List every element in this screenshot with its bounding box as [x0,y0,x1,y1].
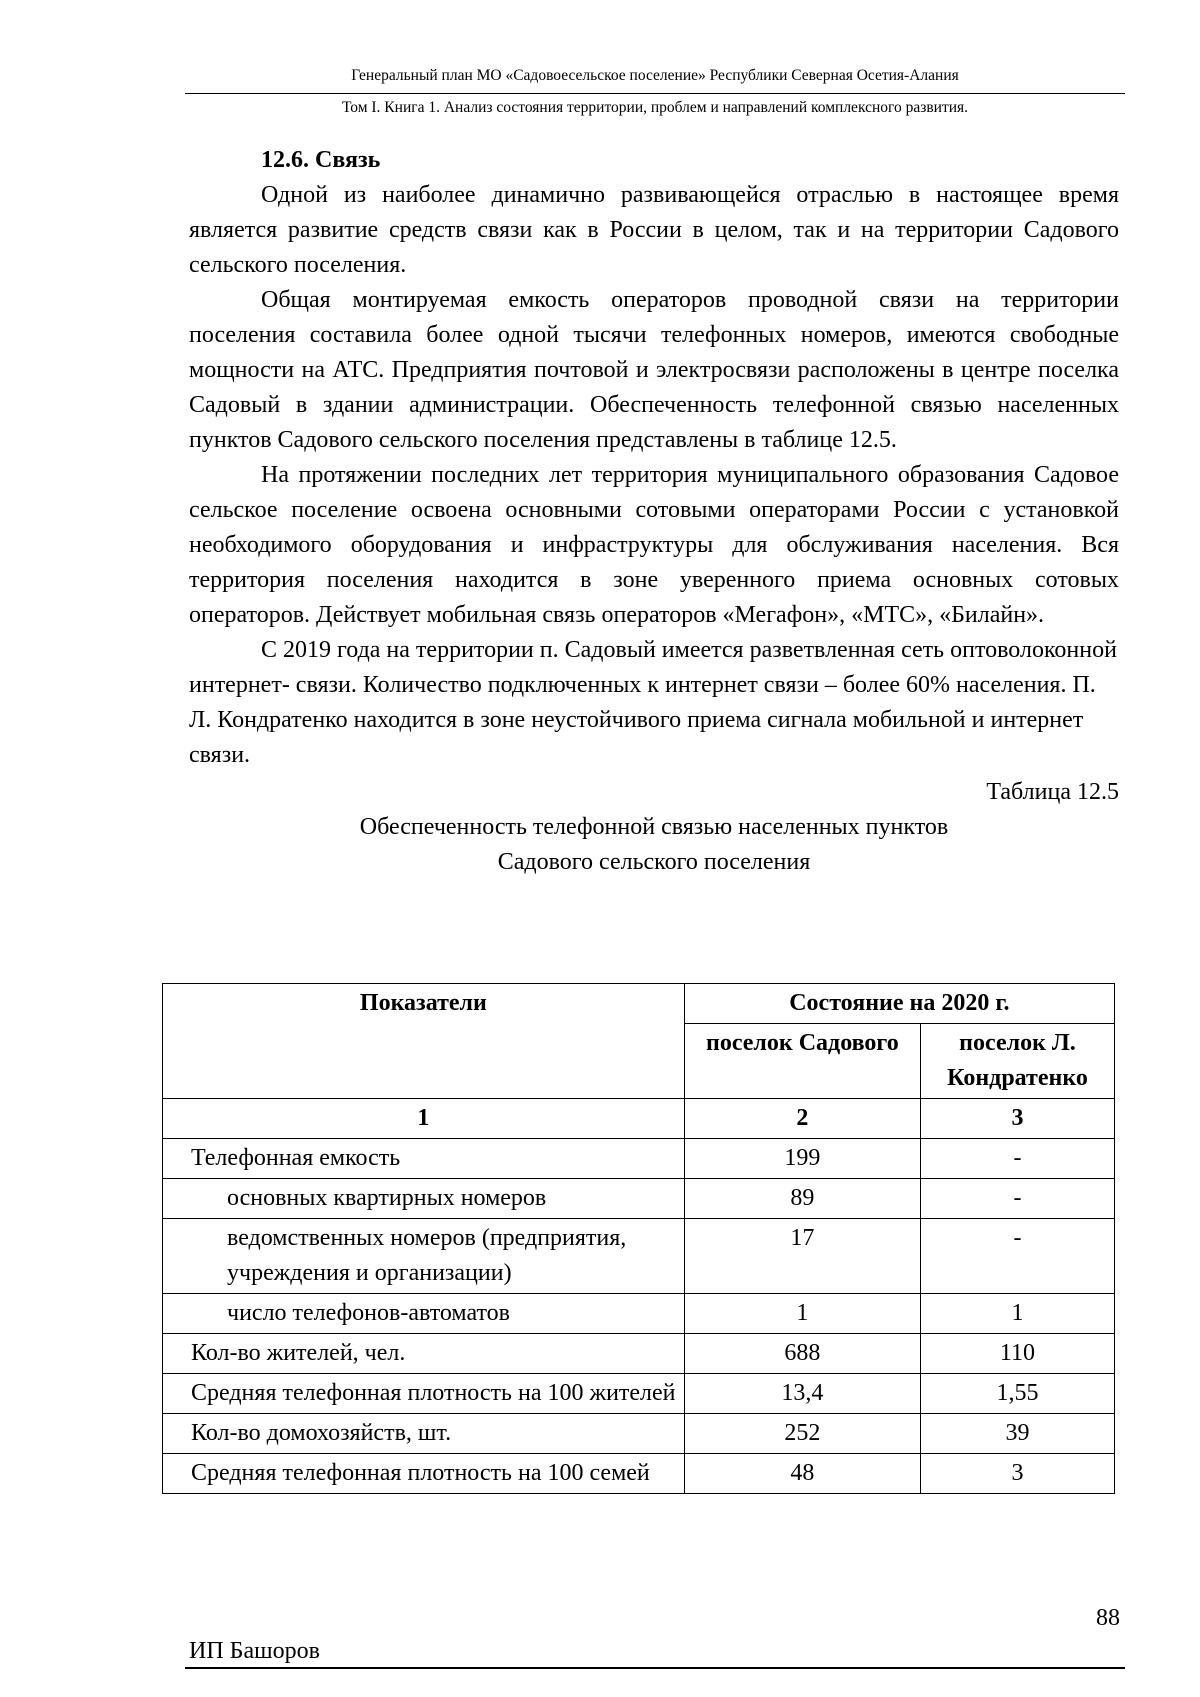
row-label: Телефонная емкость [163,1139,685,1179]
value-kondratenko: - [920,1219,1114,1294]
table-title-line1: Обеспеченность телефонной связью населенных пунктов [359,814,949,840]
value-sadovy: 48 [684,1454,920,1494]
value-kondratenko: 1,55 [920,1374,1114,1414]
table-row [163,1374,1115,1414]
table-row [163,1139,1115,1179]
column-number-row [163,1099,1115,1139]
value-sadovy: 199 [684,1139,920,1179]
column-number: 1 [163,1099,685,1139]
header-sadovy: поселок Садового [684,1024,920,1099]
page-number: 88 [1096,1605,1120,1631]
column-number: 3 [920,1099,1114,1139]
value-sadovy: 89 [684,1179,920,1219]
table-row [163,1334,1115,1374]
row-label: ведомственных номеров (предприятия, учреждения и организации) [163,1219,685,1294]
header-indicators: Показатели [163,984,685,1099]
column-number: 2 [684,1099,920,1139]
telephone-table [162,983,1115,1494]
paragraph-3: На протяжении последних лет территория муниципального образования Садовое сельское поселение освоена основными сотовыми операторами России с установкой необходимого оборудования и инфраструктуры для обслуживания населения. Вся территория поселения находится в зоне уверенного приема основных сотовых операторов. Действует мобильная связь операторов «Мегафон», «МТС», «Билайн». [189,462,1119,628]
table-row [163,1179,1115,1219]
footer-divider [185,1667,1125,1669]
running-header-title: Генеральный план МО «Садовоесельское поселение» Республики Северная Осетия-Алания [351,67,959,84]
row-label: Средняя телефонная плотность на 100 семей [163,1454,685,1494]
table-row [163,1219,1115,1294]
paragraph-1: Одной из наиболее динамично развивающейся отраслью в настоящее время является развитие средств связи как в России в целом, так и на территории Садового сельского поселения. [189,182,1119,278]
paragraph-4: С 2019 года на территории п. Садовый имеется разветвленная сеть оптоволоконной интернет- связи. Количество подключенных к интернет связи – более 60% населения. П. Л. Кондратенко находится в зоне неустойчивого приема сигнала мобильной и интернет связи. [189,637,1117,768]
value-sadovy: 13,4 [684,1374,920,1414]
value-kondratenko: - [920,1139,1114,1179]
row-label: Средняя телефонная плотность на 100 жителей [163,1374,685,1414]
row-label: Кол-во жителей, чел. [163,1334,685,1374]
footer-author: ИП Башоров [189,1638,320,1664]
header-state-2020: Состояние на 2020 г. [684,984,1114,1024]
paragraph-2: Общая монтируемая емкость операторов проводной связи на территории поселения составила более одной тысячи телефонных номеров, имеются свободные мощности на АТС. Предприятия почтовой и электросвязи расположены в центре поселка Садовый в здании администрации. Обеспеченность телефонной связью населенных пунктов Садового сельского поселения представлены в таблице 12.5. [189,287,1119,453]
running-header-subtitle: Том I. Книга 1. Анализ состояния территории, проблем и направлений комплексного развития. [341,99,969,116]
value-kondratenko: 1 [920,1294,1114,1334]
row-label: число телефонов-автоматов [163,1294,685,1334]
value-kondratenko: 39 [920,1414,1114,1454]
table-row [163,1414,1115,1454]
value-kondratenko: 110 [920,1334,1114,1374]
header-divider [185,93,1125,94]
value-sadovy: 1 [684,1294,920,1334]
row-label: основных квартирных номеров [163,1179,685,1219]
value-kondratenko: 3 [920,1454,1114,1494]
table-row [163,1454,1115,1494]
row-label: Кол-во домохозяйств, шт. [163,1414,685,1454]
value-kondratenko: - [920,1179,1114,1219]
section-title: 12.6. Связь [261,147,381,173]
table-row [163,1294,1115,1334]
table-label: Таблица 12.5 [986,779,1119,805]
main-content [189,143,1119,880]
header-kondratenko: поселок Л. Кондратенко [920,1024,1114,1099]
value-sadovy: 688 [684,1334,920,1374]
table-title-line2: Садового сельского поселения [497,849,811,875]
value-sadovy: 17 [684,1219,920,1294]
value-sadovy: 252 [684,1414,920,1454]
